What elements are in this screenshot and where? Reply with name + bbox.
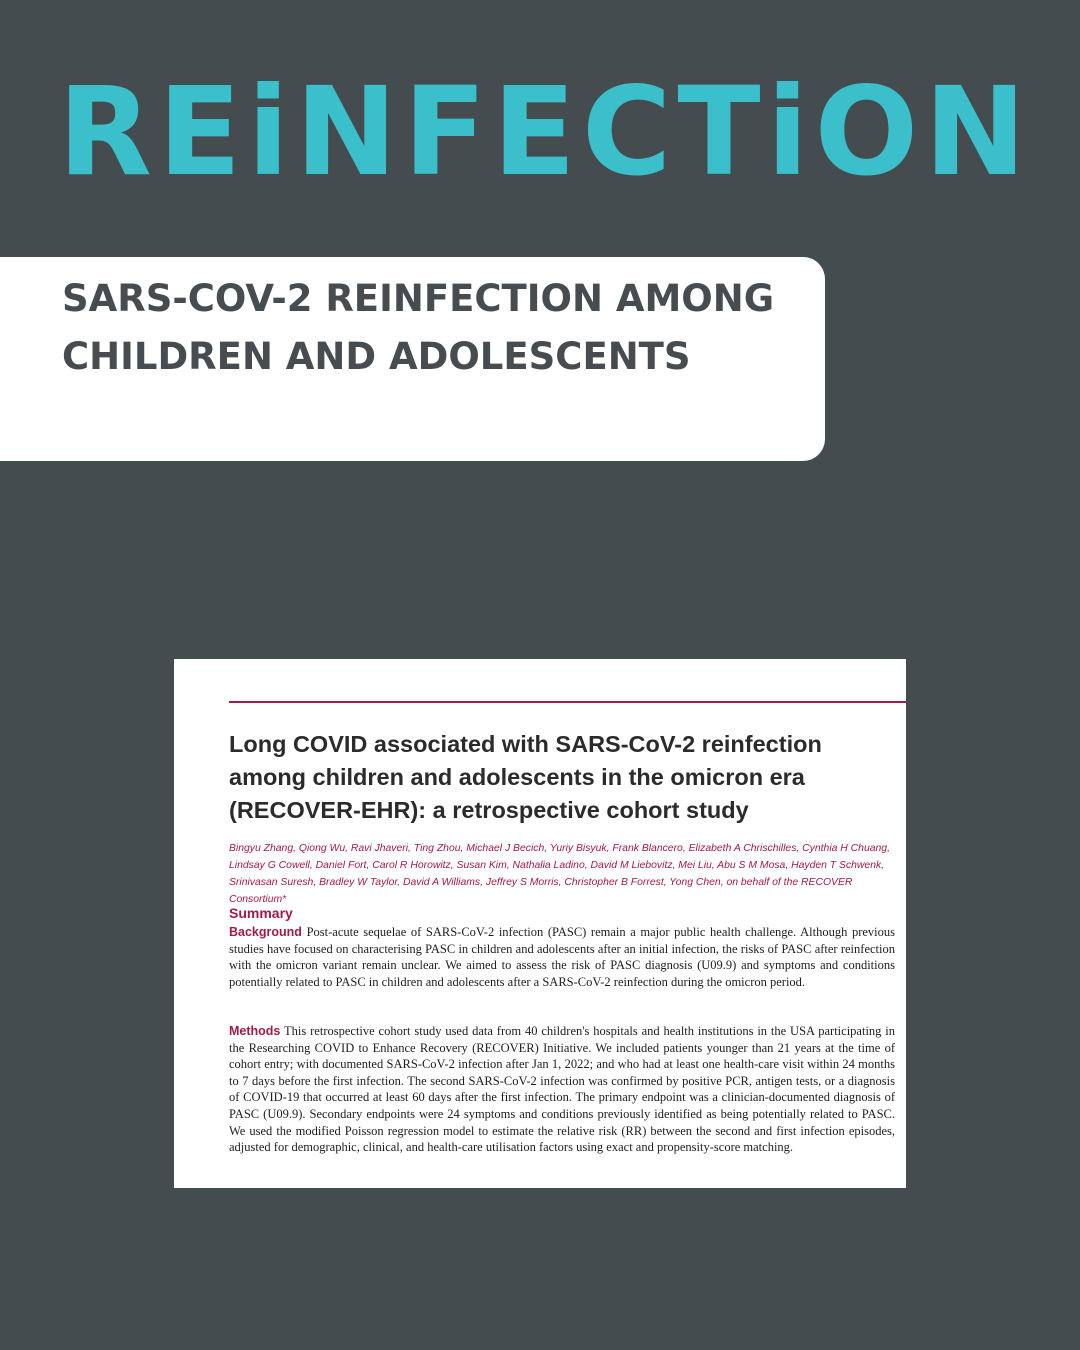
summary-heading: Summary [229,905,293,921]
methods-text: This retrospective cohort study used data from 40 children's hospitals and health institutions in the USA participating in the Researching COVID to Enhance Recovery (RECOVER) Initiative. We included patients younger than 21 years at the time of cohort entry; with documented SARS-CoV-2 infection after Jan 1, 2022; and who had at least one health-care visit within 24 months to 7 days before the first infection. The second SARS-CoV-2 infection was confirmed by positive PCR, antigen tests, or a diagnosis of COVID-19 that occurred at least 60 days after the first infection. The primary endpoint was a clinician-documented diagnosis of PASC (U09.9). Secondary endpoints were 24 symptoms and conditions previously identified as being potentially related to PASC. We used the modified Poisson regression model to estimate the relative risk (RR) between the second and first infection episodes, adjusted for demographic, clinical, and health-care utilisation factors using exact and propensity-score matching. [229,1024,896,1155]
paper-title: Long COVID associated with SARS-CoV-2 reinfection among children and adolescents in the omicron era (RECOVER-EHR): a retrospective cohort study [229,731,822,823]
headline: REiNFECTiON [58,61,1033,203]
background-paragraph [229,924,895,990]
paper-excerpt [174,659,906,1188]
subtitle: SARS-COV-2 REINFECTION AMONG CHILDREN AND ADOLESCENTS [62,277,775,378]
methods-label: Methods [229,1024,281,1038]
methods-paragraph [229,1023,895,1156]
background-text: Post-acute sequelae of SARS-CoV-2 infection (PASC) remain a major public health challenge. Although previous studies have focused on characterising PASC in children and adolescents after an initial infection, the risks of PASC after reinfection with the omicron variant remain unclear. We aimed to assess the risk of PASC diagnosis (U09.9) and symptoms and conditions potentially related to PASC in children and adolescents after a SARS-CoV-2 reinfection during the omicron period. [229,925,895,989]
paper-authors: Bingyu Zhang, Qiong Wu, Ravi Jhaveri, Ting Zhou, Michael J Becich, Yuriy Bisyuk, Frank Blancero, Elizabeth A Chrischilles, Cynthia H Chuang, Lindsay G Cowell, Daniel Fort, Carol R Horowitz, Susan Kim, Nathalia Ladino, David M Liebovitz, Mei Liu, Abu S M Mosa, Hayden T Schwenk, Srinivasan Suresh, Bradley W Taylor, David A Williams, Jeffrey S Morris, Christopher B Forrest, Yong Chen, on behalf of the RECOVER Consortium* [229,843,890,905]
paper-header-rule [229,701,906,703]
background-label: Background [229,925,302,939]
